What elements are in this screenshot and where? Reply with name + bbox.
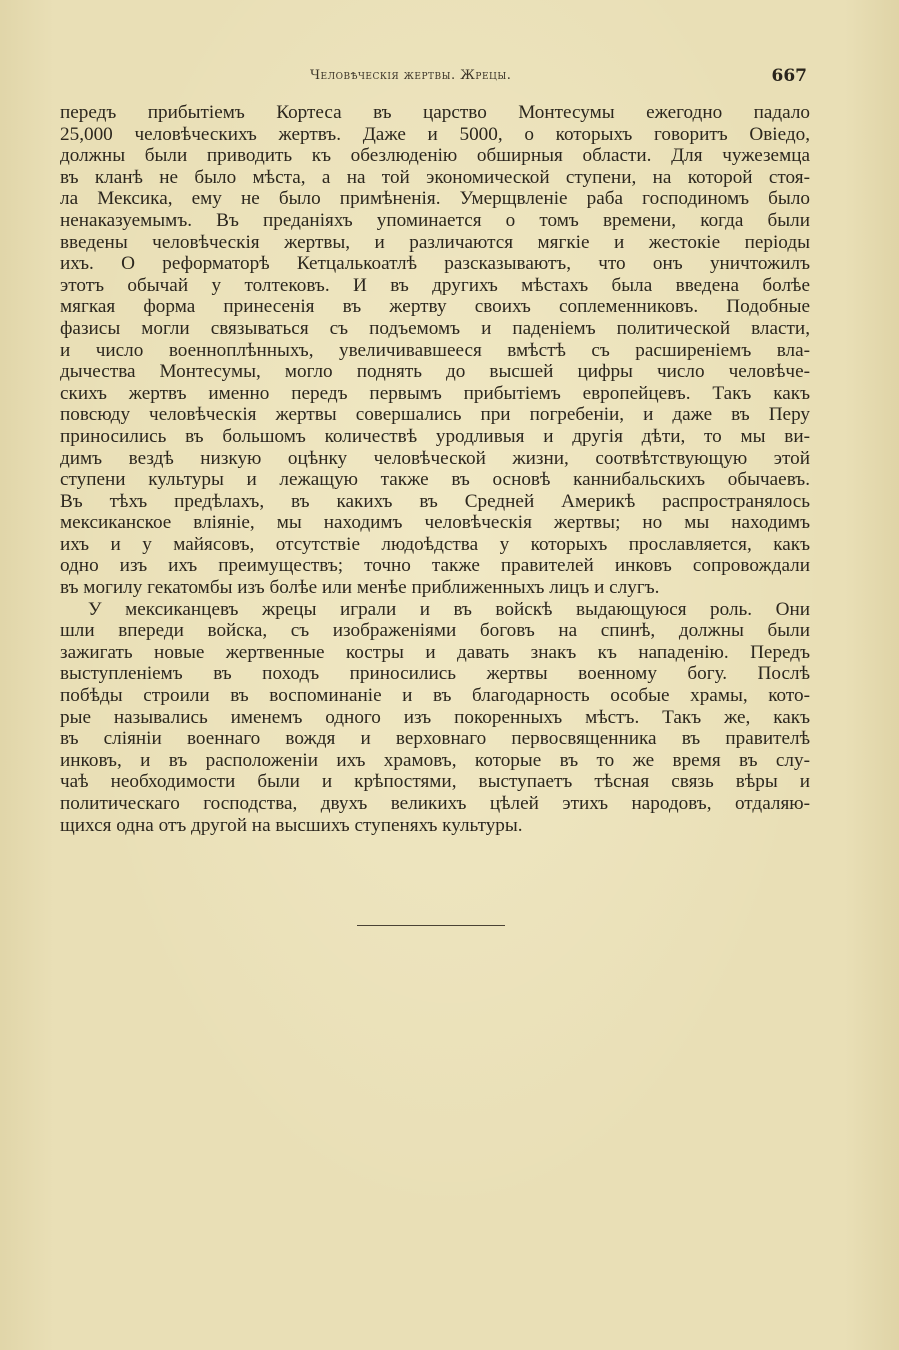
text-line: въ кланѣ не было мѣста, а на той экономической ступени, на которой стоя- bbox=[60, 166, 810, 188]
section-end-rule bbox=[357, 925, 505, 926]
text-line: въ могилу гекатомбы изъ болѣе или менѣе приближенныхъ лицъ и слугъ. bbox=[60, 577, 660, 599]
text-line: дычества Монтесумы, могло поднять до высшей цифры число человѣче- bbox=[60, 361, 810, 383]
text-line: выступленіемъ въ походъ приносились жертвы военному богу. Послѣ bbox=[60, 663, 810, 685]
text-line: ла Мексика, ему не было примѣненія. Умерщвленіе раба господиномъ было bbox=[60, 188, 810, 210]
text-line: въ сліяніи военнаго вождя и верховнаго первосвященника въ правителѣ bbox=[60, 728, 810, 750]
text-line: рые назывались именемъ одного изъ покоренныхъ мѣстъ. Такъ же, какъ bbox=[60, 706, 810, 728]
text-line: побѣды строили въ воспоминаніе и въ благодарность особые храмы, кото- bbox=[60, 685, 810, 707]
paragraph bbox=[60, 599, 810, 837]
text-line: политическаго господства, двухъ великихъ цѣлей этихъ народовъ, отдаляю- bbox=[60, 793, 810, 814]
text-line: ихъ. О реформаторѣ Кетцалькоатлѣ разсказываютъ, что онъ уничтожилъ bbox=[60, 253, 810, 275]
page-number: 667 bbox=[771, 66, 807, 86]
text-line: приносились въ большомъ количествѣ уродливыя и другія дѣти, то мы ви- bbox=[60, 425, 810, 447]
text-line: и число военноплѣнныхъ, увеличивавшееся вмѣстѣ съ расширеніемъ вла- bbox=[60, 339, 810, 361]
text-line: ихъ и у майясовъ, отсутствіе людоѣдства у которыхъ прославляется, какъ bbox=[60, 533, 810, 555]
text-line: должны были приводить къ обезлюденію обширныя области. Для чужеземца bbox=[60, 145, 810, 167]
text-line: передъ прибытіемъ Кортеса въ царство Монтесумы ежегодно падало bbox=[60, 102, 810, 123]
text-line: мягкая форма принесенія въ жертву своихъ соплеменниковъ. Подобные bbox=[60, 296, 810, 318]
text-line: 25,000 человѣческихъ жертвъ. Даже и 5000, о которыхъ говоритъ Овіедо, bbox=[60, 123, 810, 145]
running-title: Человѣческія жертвы. Жрецы. bbox=[310, 68, 512, 83]
text-line: инковъ, и въ расположеніи ихъ храмовъ, которые въ то же время въ слу- bbox=[60, 749, 810, 771]
text-line: этотъ обычай у толтековъ. И въ другихъ мѣстахъ была введена болѣе bbox=[60, 274, 810, 296]
text-line: димъ вездѣ низкую оцѣнку человѣческой жизни, соотвѣтствующую этой bbox=[60, 447, 810, 469]
text-line: мексиканское вліяніе, мы находимъ человѣческія жертвы; но мы находимъ bbox=[60, 512, 810, 534]
text-line: повсюду человѣческія жертвы совершались при погребеніи, и даже въ Перу bbox=[60, 404, 810, 426]
text-line: скихъ жертвъ именно передъ первымъ прибытіемъ европейцевъ. Такъ какъ bbox=[60, 382, 810, 404]
body-text bbox=[60, 102, 810, 836]
text-line: фазисы могли связываться съ подъемомъ и паденіемъ политической власти, bbox=[60, 317, 810, 339]
text-line: введены человѣческія жертвы, и различаются мягкіе и жестокіе періоды bbox=[60, 231, 810, 253]
text-line: шли впереди войска, съ изображеніями боговъ на спинѣ, должны были bbox=[60, 620, 810, 642]
text-line: чаѣ необходимости были и крѣпостями, выступаетъ тѣсная связь вѣры и bbox=[60, 771, 810, 793]
text-line: ступени культуры и лежащую также въ основѣ каннибальскихъ обычаевъ. bbox=[60, 469, 810, 491]
text-line: У мексиканцевъ жрецы играли и въ войскѣ выдающуюся роль. Они bbox=[88, 598, 810, 620]
paragraph bbox=[60, 102, 810, 599]
text-line: ненаказуемымъ. Въ преданіяхъ упоминается о томъ времени, когда были bbox=[60, 209, 810, 231]
text-line: зажигать новые жертвенные костры и давать знакъ къ нападенію. Передъ bbox=[60, 641, 810, 663]
text-line: щихся одна отъ другой на высшихъ ступеняхъ культуры. bbox=[60, 814, 523, 836]
text-line: одно изъ ихъ преимуществъ; точно также правителей инковъ сопровождали bbox=[60, 555, 810, 577]
text-line: Въ тѣхъ предѣлахъ, въ какихъ въ Средней Америкѣ распространялось bbox=[60, 490, 810, 512]
page-header bbox=[60, 66, 810, 90]
